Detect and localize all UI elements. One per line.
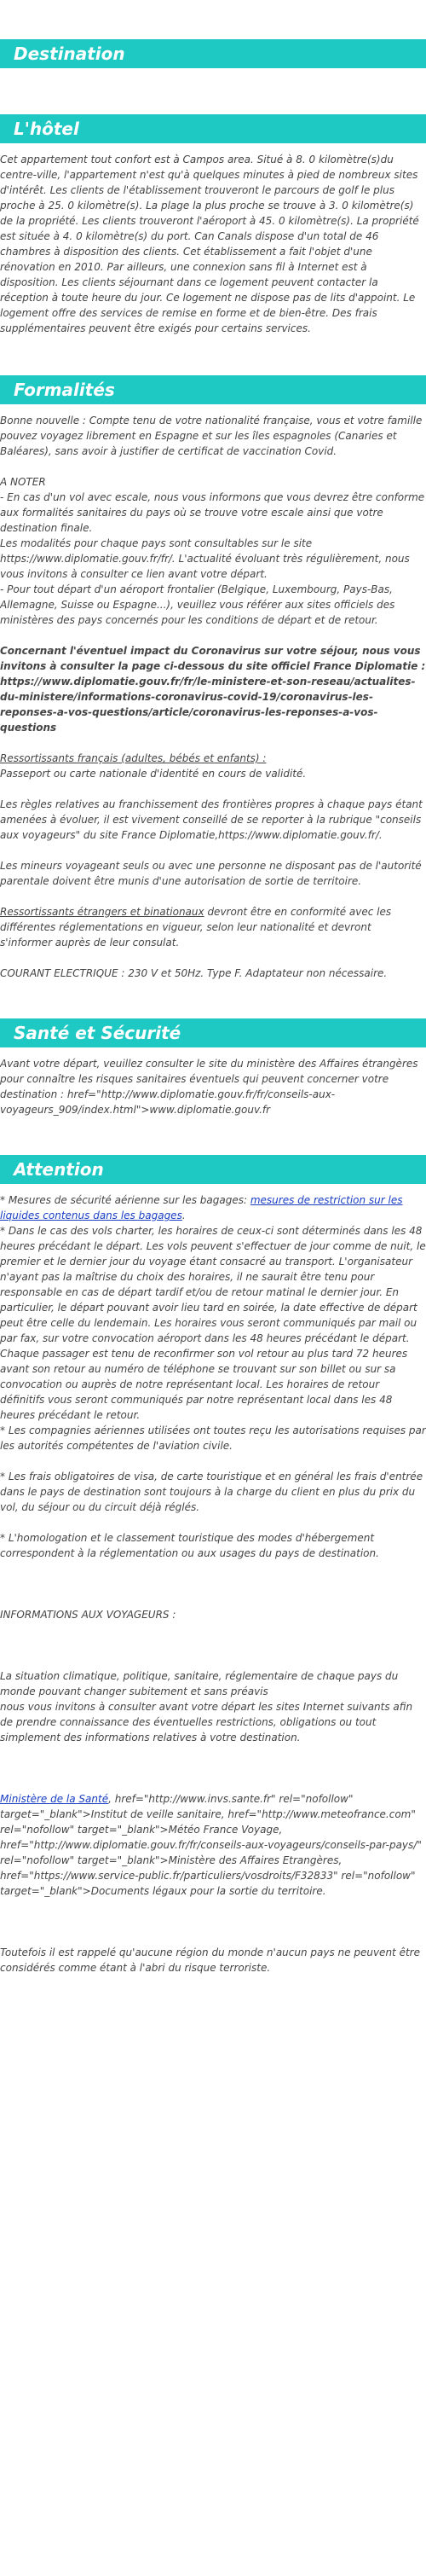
attention-baggage bbox=[0, 1192, 426, 1223]
attention-info-heading: INFORMATIONS AUX VOYAGEURS : bbox=[0, 1609, 176, 1621]
formalites-borders-rules: Les règles relatives au franchissement des frontières propres à chaque pays étant amenées à évoluer, il est vivement conseillé de se reporter à la rubrique "conseils aux voyageurs" du site France Diplomatie,https://www.diplomatie.gouv.fr/. bbox=[0, 798, 423, 841]
section-title-formalites: Formalités bbox=[0, 375, 426, 404]
sante-content bbox=[0, 1056, 426, 1117]
baggage-restrictions-link[interactable]: mesures de restriction sur les liquides contenus dans les bagages bbox=[0, 1194, 403, 1221]
formalites-coronavirus: Concernant l'éventuel impact du Coronavirus sur votre séjour, nous vous invitons à consulter la page ci-dessous du site officiel France Diplomatie : https://www.diplomatie.gouv.fr/fr/le-ministere-et-son-reseau/actualites-du-ministere/informations-coronavirus-covid-19/coronavirus-les-reponses-a-vos-questions/article/coronavirus-les-reponses-a-vos-questions bbox=[0, 645, 426, 734]
sante-text: Avant votre départ, veuillez consulter le site du ministère des Affaires étrangères pour connaître les risques sanitaires éventuels qui peuvent concerner votre destination : href="http://www.diplomatie.gouv.fr/fr/conseils-aux-voyageurs_909/index.html">www.diplomatie.gouv.fr bbox=[0, 1058, 418, 1116]
formalites-foreign-nationals bbox=[0, 904, 426, 950]
section-title-attention: Attention bbox=[0, 1155, 426, 1184]
attention-terrorism: Toutefois il est rappelé qu'aucune région du monde n'aucun pays ne peuvent être considérés comme étant à l'abri du risque terroriste. bbox=[0, 1947, 420, 1974]
attention-baggage-end: . bbox=[181, 1210, 186, 1221]
formalites-intro: Bonne nouvelle : Compte tenu de votre nationalité française, vous et votre famille pouvez voyagez librement en Espagne et sur les îles espagnoles (Canaries et Baléares), sans avoir à justifier de certificat de vaccination Covid. bbox=[0, 415, 423, 457]
attention-consult-sites: nous vous invitons à consulter avant votre départ les sites Internet suivants afin de prendre connaissance des éventuelles restrictions, obligations ou tout simplement des informations relatives à votre destination. bbox=[0, 1701, 413, 1743]
formalites-note-frontalier: - Pour tout départ d'un aéroport frontalier (Belgique, Luxembourg, Pays-Bas, Allemagne, Suisse ou Espagne...), veuillez vous référer aux sites officiels des ministères des pays concernés pour les conditions de départ et de retour. bbox=[0, 583, 395, 626]
formalites-content bbox=[0, 413, 426, 981]
attention-visa-fees: * Les frais obligatoires de visa, de carte touristique et en général les frais d'entrée dans le pays de destination sont toujours à la charge du client en plus du prix du vol, du séjour ou du circuit déjà réglés. bbox=[0, 1471, 423, 1513]
hotel-text: Cet appartement tout confort est à Campos area. Situé à 8. 0 kilomètre(s)du centre-ville, l'appartement n'est qu'à quelques minutes à pied de nombreux sites d'intérêt. Les clients de l'établissement trouveront le parcours de golf le plus proche à 25. 0 kilomètre(s). La plage la plus proche se trouve à 3. 0 kilomètre(s) de la propriété. Les clients trouveront l'aéroport à 45. 0 kilomètre(s). La propriété est située à 4. 0 kilomètre(s) du port. Can Canals dispose d'un total de 46 chambres à disposition des clients. Cet établissement a fait l'objet d'une rénovation en 2010. Par ailleurs, une connexion sans fil à Internet est à disposition. Les clients séjournant dans ce logement peuvent contacter la réception à toute heure du jour. Ce logement ne dispose pas de lits d'appoint. Le logement offre des services de remise en forme et de bien-être. Des frais supplémentaires peuvent être exigés pour certains services. bbox=[0, 154, 419, 334]
attention-content bbox=[0, 1192, 426, 1976]
formalites-french-nationals-label: Ressortissants français (adultes, bébés et enfants) : bbox=[0, 752, 267, 764]
attention-airlines: * Les compagnies aériennes utilisées ont toutes reçu les autorisations requises par les autorités compétentes de l'aviation civile. bbox=[0, 1424, 426, 1452]
attention-homologation: * L'homologation et le classement touristique des modes d'hébergement correspondent à la réglementation ou aux usages du pays de destination. bbox=[0, 1532, 379, 1559]
formalites-note-modalites: Les modalités pour chaque pays sont consultables sur le site https://www.diplomatie.gouv.fr/fr/. L'actualité évoluant très régulièrement, nous vous invitons à consulter ce lien avant votre départ. bbox=[0, 537, 410, 580]
formalites-note-escale: - En cas d'un vol avec escale, nous vous informons que vous devrez être conforme aux formalités sanitaires du pays où se trouve votre escale ainsi que votre destination finale. bbox=[0, 491, 425, 534]
attention-charter-flights: * Dans le cas des vols charter, les horaires de ceux-ci sont déterminés dans les 48 heures précédant le départ. Les vols peuvent s'effectuer de jour comme de nuit, le premier et le dernier jour du voyage étant consacré au transport. L'organisateur n'ayant pas la maîtrise du choix des horaires, il ne saurait être tenu pour responsable en cas de départ tardif et/ou de retour matinal le dernier jour. En particulier, le départ pouvant avoir lieu tard en soirée, la date effective de départ peut être celle du lendemain. Les horaires vous seront communiqués par mail ou par fax, sur votre convocation aéroport dans les 48 heures précédant le départ. Chaque passager est tenu de reconfirmer son vol retour au plus tard 72 heures avant son retour au numéro de téléphone se trouvant sur son billet ou sur sa convocation ou auprès de notre représentant local. Les horaires de retour définitifs vous seront communiqués par notre représentant local dans les 48 heures précédant le retour. bbox=[0, 1225, 426, 1421]
formalites-electric-current: COURANT ELECTRIQUE : 230 V et 50Hz. Type F. Adaptateur non nécessaire. bbox=[0, 967, 388, 979]
attention-links bbox=[0, 1791, 426, 1899]
section-title-sante: Santé et Sécurité bbox=[0, 1018, 426, 1047]
ministere-sante-link[interactable]: Ministère de la Santé bbox=[0, 1793, 109, 1805]
formalites-foreign-nationals-text: devront être en conformité avec les différentes réglementations en vigueur, selon leur nationalité et devront s'informer auprès de leur consulat. bbox=[0, 906, 392, 949]
hotel-description bbox=[0, 152, 426, 336]
attention-links-text: , href="http://www.invs.sante.fr" rel="nofollow" target="_blank">Institut de veille sanitaire, href="http://www.meteofrance.com" rel="nofollow" target="_blank">Météo France Voyage, href="http://www.diplomatie.gouv.fr/fr/conseils-aux-voyageurs/conseils-par-pays/" rel="nofollow" target="_blank">Ministère des Affaires Etrangères, href="https://www.service-public.fr/particuliers/vosdroits/F32833" rel="nofollow" target="_blank">Documents légaux pour la sortie du territoire. bbox=[0, 1793, 422, 1897]
section-title-destination: Destination bbox=[0, 39, 426, 68]
formalites-french-nationals-text: Passeport ou carte nationale d'identité en cours de validité. bbox=[0, 768, 307, 780]
section-title-hotel: L'hôtel bbox=[0, 114, 426, 143]
formalites-minors: Les mineurs voyageant seuls ou avec une personne ne disposant pas de l'autorité parentale doivent être munis d'une autorisation de sortie de territoire. bbox=[0, 860, 422, 887]
formalites-note-heading: A NOTER bbox=[0, 476, 46, 488]
attention-baggage-text: * Mesures de sécurité aérienne sur les bagages: bbox=[0, 1194, 250, 1206]
attention-situation: La situation climatique, politique, sanitaire, réglementaire de chaque pays du monde pouvant changer subitement et sans préavis bbox=[0, 1670, 399, 1697]
formalites-foreign-nationals-label: Ressortissants étrangers et binationaux bbox=[0, 906, 204, 918]
